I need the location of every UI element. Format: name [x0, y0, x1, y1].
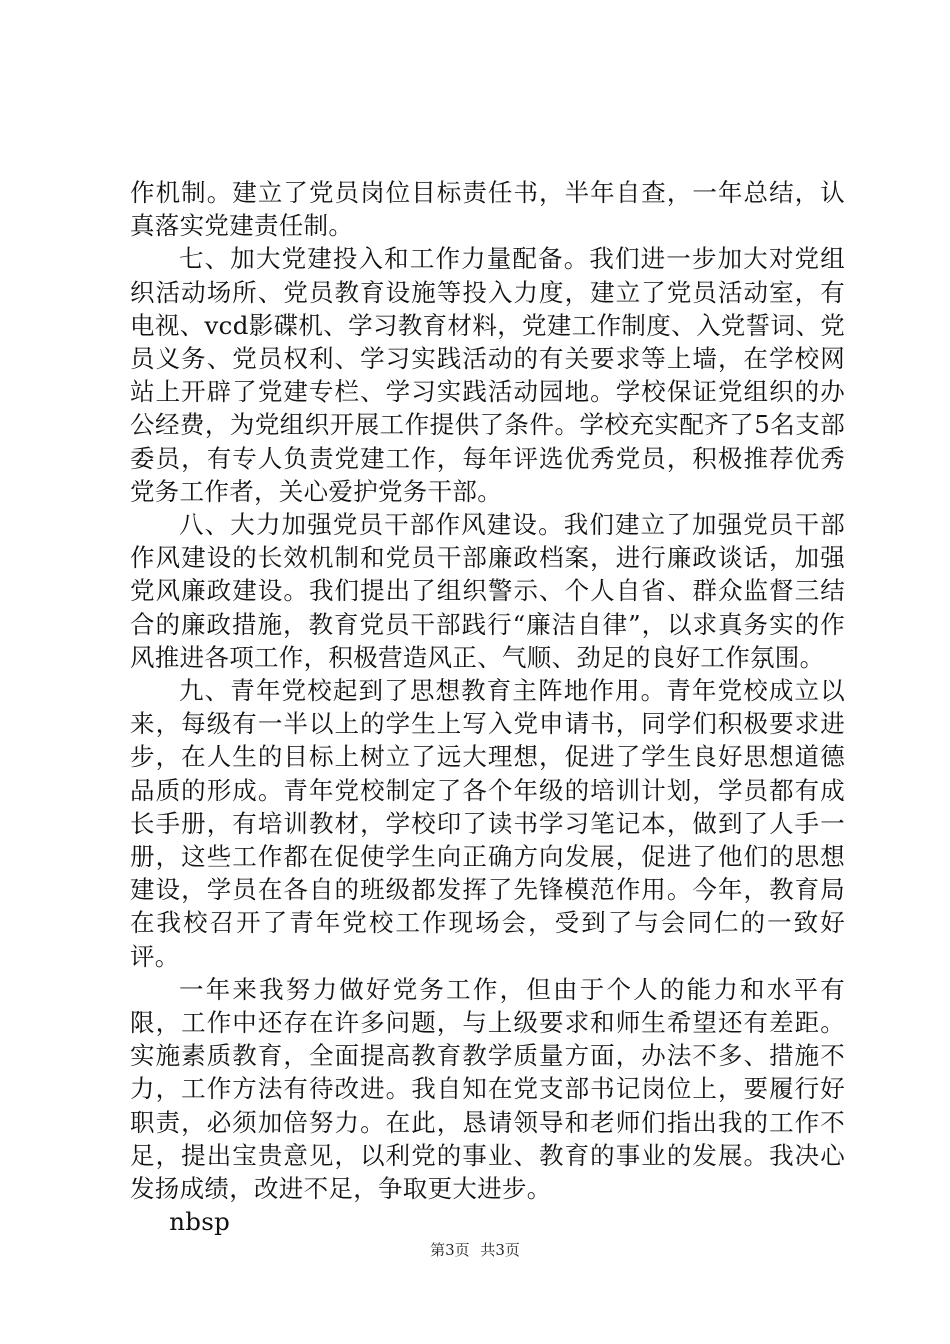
paragraph-1: 作机制。建立了党员岗位目标责任书，半年自查，一年总结，认真落实党建责任制。 — [130, 178, 845, 241]
document-body — [130, 176, 845, 1239]
page-number: 第3页 — [430, 1241, 470, 1259]
paragraph-4: 九、青年党校起到了思想教育主阵地作用。青年党校成立以来，每级有一半以上的学生上写入党申请书，同学们积极要求进步，在人生的目标上树立了远大理想，促进了学生良好思想道德品质的形成。青年党校制定了各个年级的培训计划，学员都有成长手册，有培训教材，学校印了读书学习笔记本，做到了人手一册，这些工作都在促使学生向正确方向发展，促进了他们的思想建设，学员在各自的班级都发挥了先锋模范作用。今年，教育局在我校召开了青年党校工作现场会，受到了与会同仁的一致好评。 — [130, 676, 845, 971]
paragraph-3: 八、大力加强党员干部作风建设。我们建立了加强党员干部作风建设的长效机制和党员干部廉政档案，进行廉政谈话，加强党风廉政建设。我们提出了组织警示、个人自省、群众监督三结合的廉政措施，教育党员干部践行“廉洁自律”，以求真务实的作风推进各项工作，积极营造风正、气顺、劲足的良好工作氛围。 — [130, 510, 845, 672]
paragraph-5: 一年来我努力做好党务工作，但由于个人的能力和水平有限，工作中还存在许多问题，与上级要求和师生希望还有差距。实施素质教育，全面提高教育教学质量方面，办法不多、措施不力，工作方法有待改进。我自知在党支部书记岗位上，要履行好职责，必须加倍努力。在此，恳请领导和老师们指出我的工作不足，提出宝贵意见，以利党的事业、教育的事业的发展。我决心发扬成绩，改进不足，争取更大进步。 — [130, 974, 845, 1204]
page-total: 共3页 — [480, 1241, 520, 1259]
paragraph-2: 七、加大党建投入和工作力量配备。我们进一步加大对党组织活动场所、党员教育设施等投入力度，建立了党员活动室，有电视、vcd影碟机、学习教育材料，党建工作制度、入党誓词、党员义务、党员权利、学习实践活动的有关要求等上墙，在学校网站上开辟了党建专栏、学习实践活动园地。学校保证党组织的办公经费，为党组织开展工作提供了条件。学校充实配齐了5名支部委员，有专人负责党建工作，每年评选优秀党员，积极推荐优秀党务工作者，关心爱护党务干部。 — [130, 244, 845, 506]
paragraph-6: nbsp — [169, 1207, 231, 1237]
page-footer — [0, 1240, 950, 1260]
